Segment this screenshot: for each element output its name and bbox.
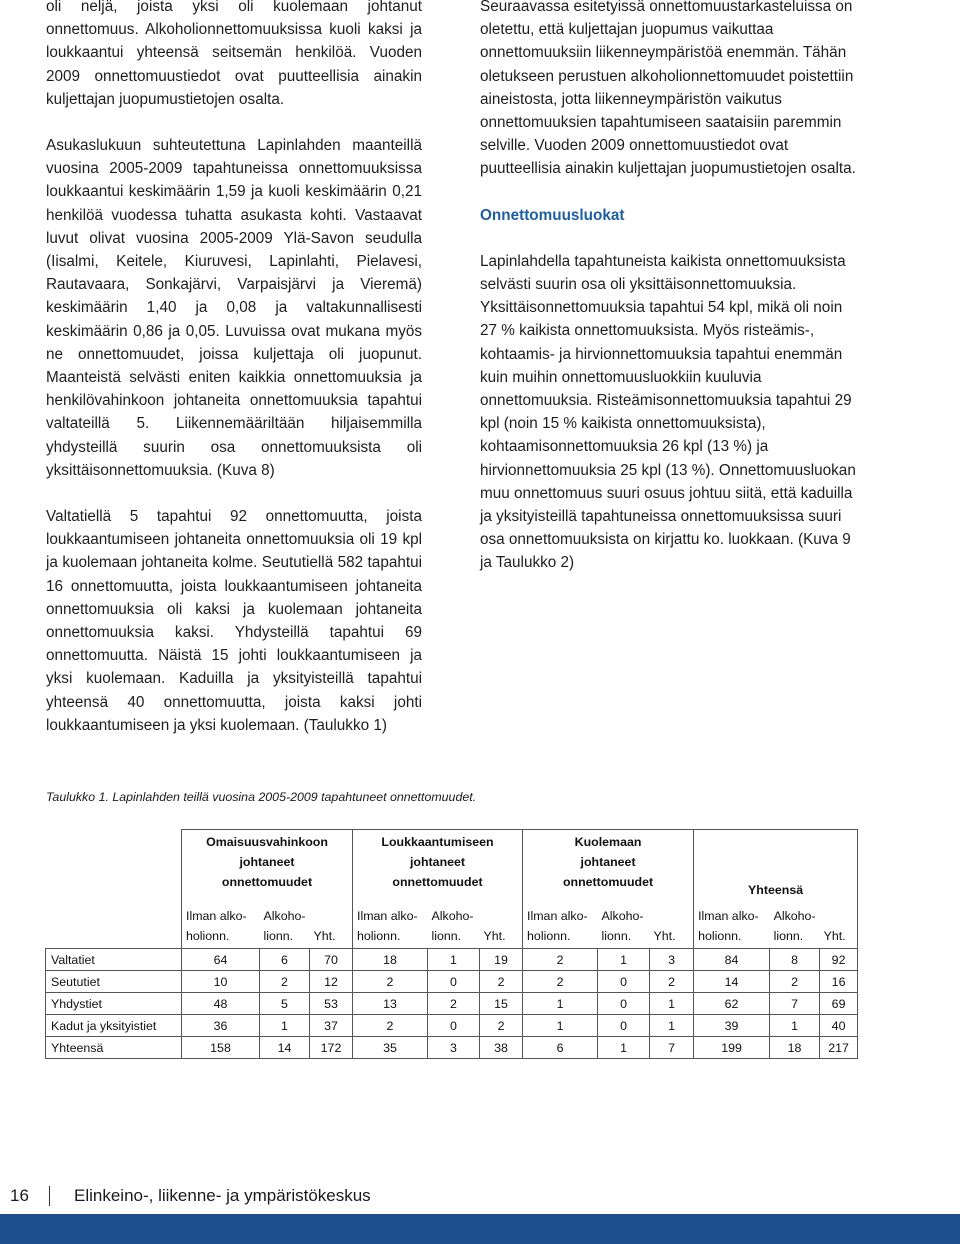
table-cell: 35 (353, 1037, 428, 1059)
table-cell: 62 (694, 993, 770, 1015)
page-number: 16 (10, 1186, 29, 1205)
table-cell: 40 (820, 1015, 858, 1037)
sub-header-non-alcohol: Ilman alko- holionn. (182, 900, 260, 949)
table-cell: 6 (523, 1037, 598, 1059)
table-cell: 2 (260, 971, 310, 993)
group-header-property-damage: Omaisuusvahinkoon johtaneet onnettomuudet (182, 830, 353, 901)
paragraph: Valtatiellä 5 tapahtui 92 onnettomuutta, joista loukkaantumiseen johtaneita onnettomuuksia oli 19 kpl ja kuolemaan johtaneita kolme. Seututiellä 582 tapahtui 16 onnettomuutta, joista loukkaantumiseen johtaneita onnettomuuksia oli kaksi ja kuolemaan johtaneita onnettomuuksia kaksi. Yhdysteillä tapahtui 69 onnettomuutta. Näistä 15 johti loukkaantumiseen ja yksi kuolemaan. Kaduilla ja yksityisteillä tapahtui yhteensä 40 onnettomuutta, joista kaksi johti loukkaantumiseen ja yksi kuolemaan. (Taulukko 1) (46, 508, 422, 734)
table-cell: 64 (182, 949, 260, 971)
table-cell: 14 (260, 1037, 310, 1059)
sub-header-alcohol: Alkoho- lionn. (263, 909, 306, 943)
table-cell: 12 (310, 971, 353, 993)
paragraph: Seuraavassa esitetyissä onnettomuustarkasteluissa on oletettu, että kuljettajan juopumus vaikuttaa onnettomuuksiin liikenneympäristöä enemmän. Tähän oletukseen perustuen alkoholionnettomuudet poistettiin aineistosta, jotta liikenneympäristön vaikutus onnettomuuksien tapahtumiseen saataisiin paremmin selville. Vuoden 2009 onnettomuustiedot ovat puutteellisia ainakin kuljettajan juopumustietojen osalta. (480, 0, 856, 178)
table-cell: 84 (694, 949, 770, 971)
table-cell: 19 (480, 949, 523, 971)
table-row (46, 1015, 858, 1037)
footer-bar (0, 1214, 960, 1244)
table-cell: 7 (770, 993, 820, 1015)
left-text-column (46, 0, 422, 760)
row-label: Yhteensä (46, 1037, 182, 1059)
table-cell: 217 (820, 1037, 858, 1059)
table-cell: 1 (428, 949, 480, 971)
table-cell: 172 (310, 1037, 353, 1059)
table-cell: 6 (260, 949, 310, 971)
table-row (46, 971, 858, 993)
table-row (46, 1037, 858, 1059)
section-heading: Onnettomuusluokat (480, 206, 625, 224)
table-cell: 5 (260, 993, 310, 1015)
table-cell: 18 (770, 1037, 820, 1059)
group-header-injury: Loukkaantumiseen johtaneet onnettomuudet (353, 830, 523, 901)
table-cell: 1 (650, 1015, 694, 1037)
table-cell: 2 (480, 971, 523, 993)
table-caption: Taulukko 1. Lapinlahden teillä vuosina 2005-2009 tapahtuneet onnettomuudet. (46, 790, 477, 804)
table-cell: 1 (650, 993, 694, 1015)
table-cell: 1 (523, 993, 598, 1015)
sub-header-alcohol: Alkoho- lionn. (431, 909, 474, 943)
table-cell: 16 (820, 971, 858, 993)
table-cell: 8 (770, 949, 820, 971)
footer-divider (49, 1186, 50, 1206)
sub-header-total: Yht. (310, 900, 353, 949)
table-cell: 199 (694, 1037, 770, 1059)
table-cell: 2 (428, 993, 480, 1015)
row-label: Valtatiet (46, 949, 182, 971)
table-cell: 0 (598, 1015, 650, 1037)
sub-header-alcohol: Alkoho- lionn. (601, 909, 644, 943)
table-cell: 15 (480, 993, 523, 1015)
right-text-column (480, 0, 858, 598)
table-cell: 48 (182, 993, 260, 1015)
table-cell: 10 (182, 971, 260, 993)
table-sub-header-row (46, 900, 858, 949)
table-cell: 38 (480, 1037, 523, 1059)
table-cell: 2 (770, 971, 820, 993)
paragraph: oli neljä, joista yksi oli kuolemaan johtanut onnettomuus. Alkoholionnettomuuksissa kuoli kaksi ja loukkaantui yhteensä seitsemän henkilöä. Vuoden 2009 onnettomuustiedot ovat puutteellisia ainakin kuljettajan juopumustietojen osalta. (46, 0, 422, 108)
table-cell: 92 (820, 949, 858, 971)
table-cell: 69 (820, 993, 858, 1015)
table-cell: 39 (694, 1015, 770, 1037)
row-label: Kadut ja yksityistiet (46, 1015, 182, 1037)
table-cell: 2 (650, 971, 694, 993)
sub-header-alcohol: Alkoho- lionn. (773, 909, 816, 943)
table-cell: 2 (523, 971, 598, 993)
table-cell: 37 (310, 1015, 353, 1037)
table-cell: 2 (353, 971, 428, 993)
table-row (46, 993, 858, 1015)
paragraph: Lapinlahdella tapahtuneista kaikista onnettomuuksista selvästi suurin osa oli yksittäisonnettomuuksia. Yksittäisonnettomuuksia tapahtui 54 kpl, mikä oli noin 27 % kaikista onnettomuuksista. Myös risteämis-, kohtaamis- ja hirvionnettomuuksia tapahtui enemmän kuin muihin onnettomuusluokkiin kuuluvia onnettomuuksia. Risteämisonnettomuuksia tapahtui 29 kpl (noin 15 % kaikista onnettomuuksista), kohtaamisonnettomuuksia 26 kpl (13 %) ja hirvionnettomuuksia 25 kpl (13 %). Onnettomuusluokan muu onnettomuus suuri osuus johtuu siitä, että kaduilla ja yksityisteillä tapahtuneissa onnettomuuksissa suuri osa onnettomuuksista on kirjattu ko. luokkaan. (Kuva 9 ja Taulukko 2) (480, 252, 856, 572)
table-group-header-row (46, 830, 858, 901)
paragraph: Asukaslukuun suhteutettuna Lapinlahden maanteillä vuosina 2005-2009 tapahtuneissa onnettomuuksissa loukkaantui keskimäärin 1,59 ja kuoli keskimäärin 0,21 henkilöä vuodessa tuhatta asukasta kohti. Vastaavat luvut olivat vuosina 2005-2009 Ylä-Savon seudulla (Iisalmi, Keitele, Kiuruvesi, Lapinlahti, Pielavesi, Rautavaara, Sonkajärvi, Varpaisjärvi ja Vieremä) keskimäärin 1,40 ja 0,08 ja valtakunnallisesti keskimäärin 0,86 ja 0,05. Luvuissa ovat mukana myös ne onnettomuudet, joissa kuljettaja oli juopunut. Maanteistä selvästi eniten kaikkia onnettomuuksia ja henkilövahinkoon johtaneita onnettomuuksia tapahtui valtateillä 5. Liikennemääriltään hiljaisemmilla yhdysteillä suurin osa onnettomuuksista oli yksittäisonnettomuuksia. (Kuva 8) (46, 137, 422, 479)
table-cell: 1 (260, 1015, 310, 1037)
table-cell: 1 (598, 1037, 650, 1059)
table-cell: 1 (523, 1015, 598, 1037)
table-cell: 2 (523, 949, 598, 971)
table-cell: 158 (182, 1037, 260, 1059)
table-cell: 1 (598, 949, 650, 971)
table-cell: 14 (694, 971, 770, 993)
row-label: Seututiet (46, 971, 182, 993)
sub-header-non-alcohol: Ilman alko- holionn. (694, 900, 770, 949)
sub-header-total: Yht. (820, 900, 858, 949)
table-cell: 2 (353, 1015, 428, 1037)
table-cell: 7 (650, 1037, 694, 1059)
table-cell: 0 (598, 971, 650, 993)
table-cell: 70 (310, 949, 353, 971)
group-header-fatal: Kuolemaan johtaneet onnettomuudet (523, 830, 694, 901)
sub-header-total: Yht. (480, 900, 523, 949)
group-header-total: Yhteensä (694, 830, 858, 901)
table-row (46, 949, 858, 971)
table-cell: 36 (182, 1015, 260, 1037)
table-cell: 1 (770, 1015, 820, 1037)
table-cell: 13 (353, 993, 428, 1015)
table-cell: 3 (428, 1037, 480, 1059)
publisher-name: Elinkeino-, liikenne- ja ympäristökeskus (74, 1186, 371, 1205)
table-cell: 0 (428, 971, 480, 993)
table-body (46, 949, 858, 1059)
table-cell: 53 (310, 993, 353, 1015)
table-cell: 2 (480, 1015, 523, 1037)
sub-header-non-alcohol: Ilman alko- holionn. (523, 900, 598, 949)
row-label: Yhdystiet (46, 993, 182, 1015)
table-cell: 3 (650, 949, 694, 971)
table-cell: 0 (598, 993, 650, 1015)
table-cell: 18 (353, 949, 428, 971)
table-cell: 0 (428, 1015, 480, 1037)
sub-header-non-alcohol: Ilman alko- holionn. (353, 900, 428, 949)
accidents-table (45, 829, 858, 1059)
sub-header-total: Yht. (650, 900, 694, 949)
